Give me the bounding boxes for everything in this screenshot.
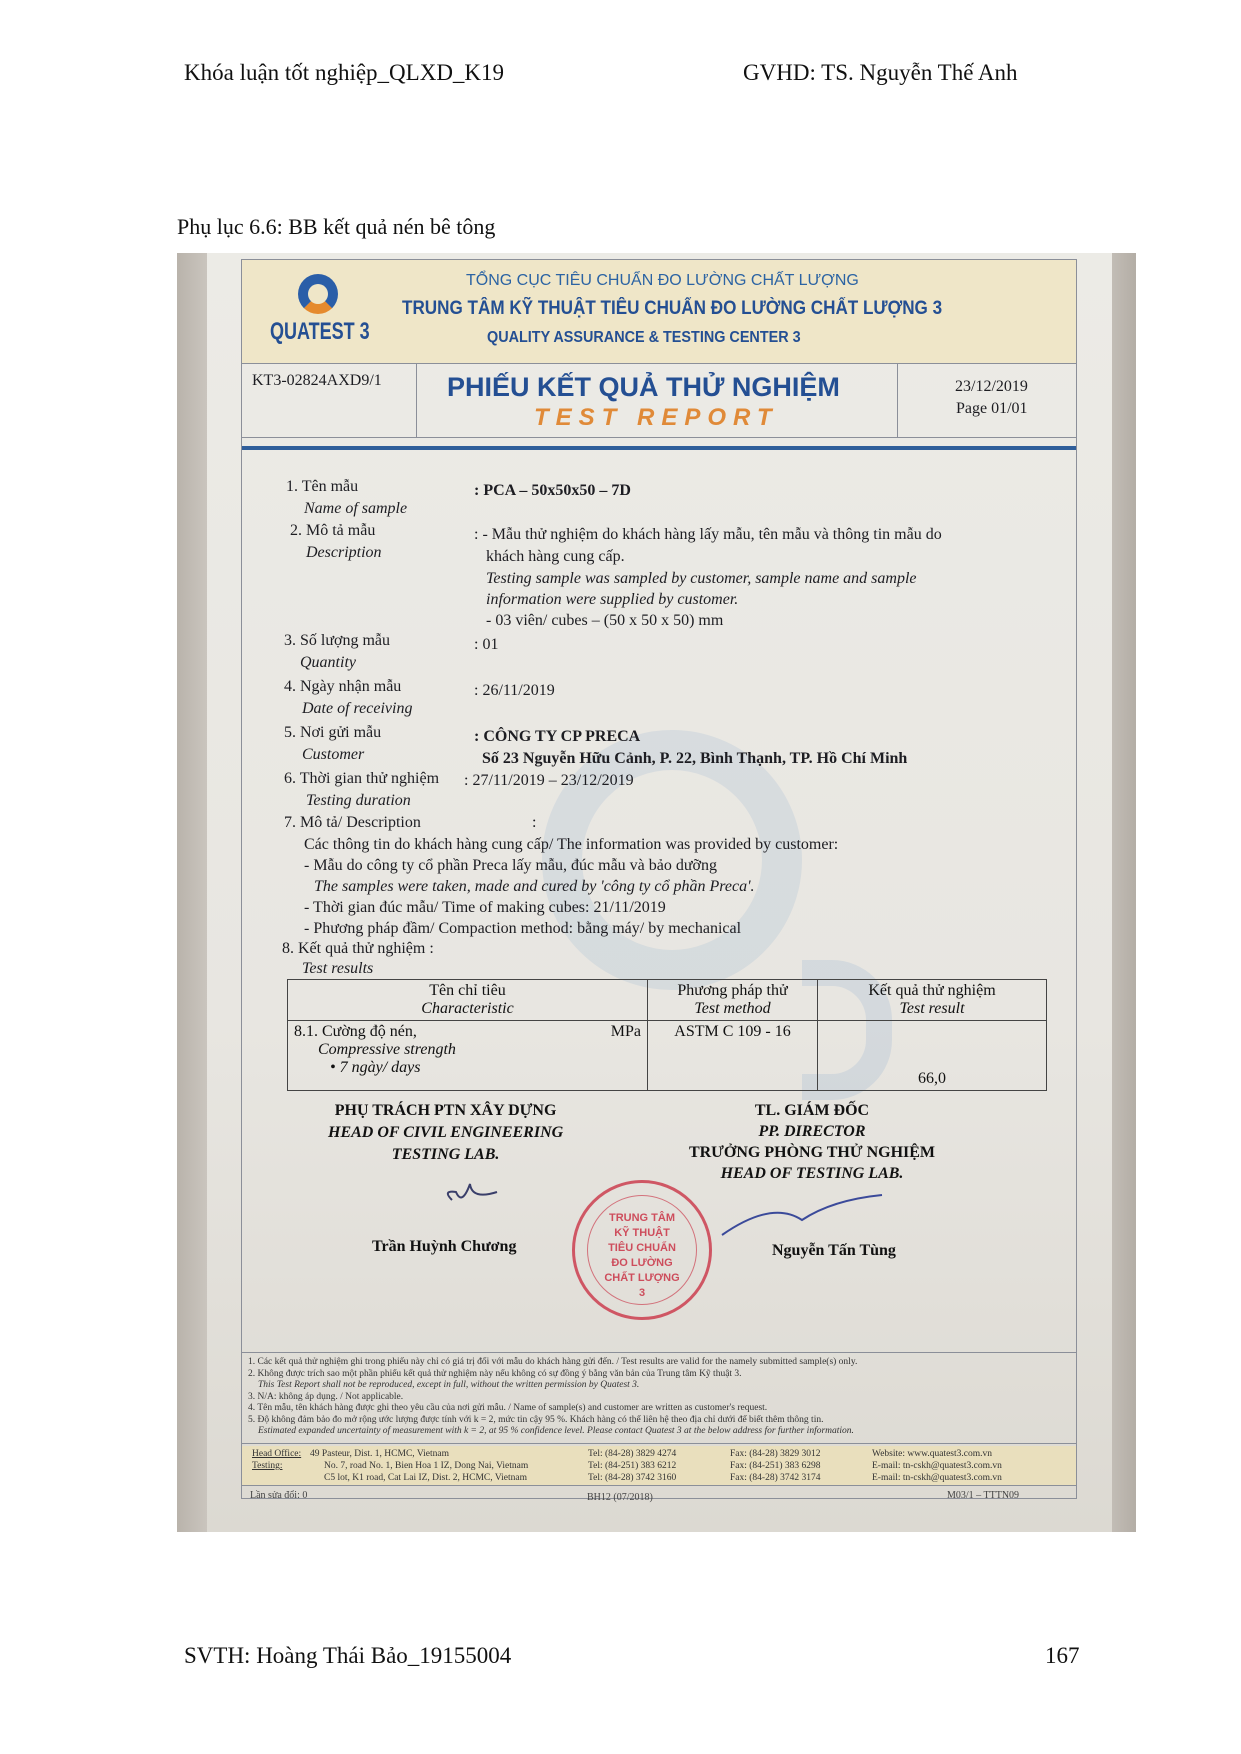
- header-thesis-title: Khóa luận tốt nghiệp_QLXD_K19: [184, 60, 505, 85]
- footer-student: SVTH: Hoàng Thái Bảo_19155004: [184, 1643, 512, 1668]
- address-label: Testing:: [252, 1461, 283, 1471]
- desc-line: The samples were taken, made and cured by 'công ty cổ phần Preca'.: [314, 878, 755, 895]
- description-value: information were supplied by customer.: [486, 591, 739, 608]
- test-report-photo: [177, 253, 1136, 1532]
- note: 5. Độ không đảm bảo đo mở rộng ước lượng được tính với k = 2, mức tin cậy 95 %. Khách hàng có thể liên hệ theo địa chỉ dưới để biết thêm thông tin.: [248, 1414, 824, 1425]
- field-label-en: Customer: [302, 746, 365, 763]
- email-link[interactable]: E-mail: tn-cskh@quatest3.com.vn: [872, 1473, 1002, 1483]
- address: 49 Pasteur, Dist. 1, HCMC, Vietnam: [310, 1449, 449, 1459]
- sign-title: TL. GIÁM ĐỐC: [754, 1102, 870, 1119]
- field-label: 5. Nơi gửi mẫu: [284, 724, 382, 741]
- signature-right: [712, 1190, 892, 1240]
- sign-title: TRƯỞNG PHÒNG THỬ NGHIỆM: [688, 1144, 936, 1161]
- description-value: : - Mẫu thử nghiệm do khách hàng lấy mẫu, tên mẫu và thông tin mẫu do: [474, 526, 942, 543]
- report-page: Page 01/01: [956, 400, 1028, 417]
- field-label: 1. Tên mẫu: [286, 478, 359, 495]
- doc-code: M03/1 – TTTN09: [947, 1490, 1020, 1501]
- col-header-en: Test result: [899, 1000, 965, 1017]
- divider: [242, 446, 1076, 450]
- quatest-logo-icon: [298, 274, 338, 314]
- table-row: [288, 1021, 1047, 1091]
- col-header-en: Characteristic: [421, 1000, 514, 1017]
- description-value: Testing sample was sampled by customer, sample name and sample: [486, 570, 917, 587]
- report-date: 23/12/2019: [955, 378, 1028, 395]
- fax: Fax: (84-28) 3829 3012: [730, 1449, 821, 1459]
- official-stamp: [572, 1180, 712, 1320]
- revision: Lần sửa đổi: 0: [250, 1490, 308, 1501]
- results-heading-en: Test results: [302, 960, 374, 977]
- title-row: [242, 364, 1076, 438]
- address: No. 7, road No. 1, Bien Hoa 1 IZ, Dong Nai, Vietnam: [324, 1461, 529, 1471]
- stamp-text: TRUNG TÂM KỸ THUẬT TIÊU CHUẨN ĐO LƯỜNG CHẤT LƯỢNG 3: [604, 1212, 680, 1299]
- results-table: [287, 979, 1047, 1091]
- age: 7 ngày/ days: [339, 1059, 421, 1076]
- result-value: 66,0: [818, 1021, 1047, 1091]
- quantity-value: : 01: [474, 636, 499, 653]
- field-label: 7. Mô tả/ Description: [284, 814, 421, 831]
- org-header-band: [242, 260, 1076, 364]
- report-number: KT3-02824AXD9/1: [252, 372, 382, 389]
- right-signatory: [662, 1100, 962, 1184]
- col-header: Phương pháp thử: [677, 982, 788, 999]
- header-advisor: GVHD: TS. Nguyễn Thế Anh: [743, 60, 1018, 85]
- tel: Tel: (84-28) 3742 3160: [588, 1473, 677, 1483]
- field-label-en: Quantity: [300, 654, 356, 671]
- website-link[interactable]: Website: www.quatest3.com.vn: [872, 1449, 992, 1459]
- field-label: 2. Mô tả mẫu: [290, 522, 376, 539]
- org-line3: QUALITY ASSURANCE & TESTING CENTER 3: [487, 329, 801, 346]
- duration-value: : 27/11/2019 – 23/12/2019: [464, 772, 634, 789]
- form-code: BH12 (07/2018): [587, 1492, 653, 1503]
- fax: Fax: (84-251) 383 6298: [730, 1461, 821, 1471]
- report-title-en: TEST REPORT: [534, 404, 779, 431]
- sign-title-en: PP. DIRECTOR: [758, 1123, 866, 1140]
- customer-address: Số 23 Nguyễn Hữu Cảnh, P. 22, Bình Thạnh, TP. Hồ Chí Minh: [482, 750, 908, 767]
- org-line1: TỔNG CỤC TIÊU CHUẨN ĐO LƯỜNG CHẤT LƯỢNG: [466, 272, 859, 289]
- description-value: - 03 viên/ cubes – (50 x 50 x 50) mm: [486, 612, 724, 629]
- description-value: khách hàng cung cấp.: [486, 548, 625, 565]
- address-band: [242, 1446, 1076, 1486]
- field-label-en: Date of receiving: [302, 700, 413, 717]
- field-label-en: Name of sample: [304, 500, 408, 517]
- characteristic-en: Compressive strength: [318, 1041, 456, 1058]
- signature-left: [442, 1170, 502, 1210]
- note: 3. N/A: không áp dụng. / Not applicable.: [248, 1391, 404, 1402]
- email-link[interactable]: E-mail: tn-cskh@quatest3.com.vn: [872, 1461, 1002, 1471]
- sign-title-en: HEAD OF TESTING LAB.: [720, 1165, 904, 1182]
- field-label: 6. Thời gian thử nghiệm: [284, 770, 440, 787]
- method: ASTM C 109 - 16: [648, 1021, 818, 1091]
- sample-name-value: : PCA – 50x50x50 – 7D: [474, 482, 631, 499]
- field-label: 3. Số lượng mẫu: [284, 632, 391, 649]
- sign-title: PHỤ TRÁCH PTN XÂY DỰNG: [334, 1102, 557, 1119]
- org-line2: TRUNG TÂM KỸ THUẬT TIÊU CHUẨN ĐO LƯỜNG CHẤT LƯỢNG 3: [402, 298, 943, 319]
- field-colon: :: [532, 814, 537, 831]
- note: 4. Tên mẫu, tên khách hàng được ghi theo yêu cầu của nơi gửi mẫu. / Name of sample(s) and customer are written as customer's request.: [248, 1403, 768, 1413]
- address-label: Head Office:: [252, 1449, 302, 1459]
- left-signatory-name: Trần Huỳnh Chương: [372, 1238, 517, 1255]
- col-header: Tên chỉ tiêu: [429, 982, 506, 999]
- address: C5 lot, K1 road, Cat Lai IZ, Dist. 2, HCMC, Vietnam: [324, 1473, 527, 1483]
- field-label: 4. Ngày nhận mẫu: [284, 678, 402, 695]
- tel: Tel: (84-28) 3829 4274: [588, 1449, 677, 1459]
- report-notes: [242, 1352, 1076, 1444]
- desc-line: Các thông tin do khách hàng cung cấp/ The information was provided by customer:: [304, 836, 839, 853]
- customer-value: : CÔNG TY CP PRECA: [474, 728, 641, 745]
- logo-text: QUATEST 3: [270, 318, 370, 345]
- table-header-row: [288, 980, 1047, 1021]
- receiving-date-value: : 26/11/2019: [474, 682, 555, 699]
- sign-title-en: HEAD OF CIVIL ENGINEERING: [328, 1124, 564, 1141]
- field-label-en: Description: [306, 544, 382, 561]
- appendix-caption: Phụ lục 6.6: BB kết quả nén bê tông: [177, 214, 496, 239]
- desc-line: - Mẫu do công ty cổ phần Preca lấy mẫu, đúc mẫu và bảo dưỡng: [304, 857, 718, 874]
- report-form: [241, 259, 1077, 1503]
- col-header: Kết quả thử nghiệm: [868, 982, 996, 999]
- characteristic: 8.1. Cường độ nén,: [294, 1023, 417, 1040]
- note: 2. Không được trích sao một phần phiếu kết quả thử nghiệm này nếu không có sự đồng ý bằng văn bản của Trung tâm Kỹ thuật 3.: [248, 1368, 742, 1379]
- report-title-vn: PHIẾU KẾT QUẢ THỬ NGHIỆM: [447, 372, 840, 402]
- note: Estimated expanded uncertainty of measurement with k = 2, at 95 % confidence level. Please contact Quatest 3 at the below address for further information.: [258, 1426, 854, 1436]
- unit: MPa: [610, 1023, 641, 1040]
- results-heading: 8. Kết quả thử nghiệm :: [282, 940, 434, 957]
- desc-line: - Thời gian đúc mẫu/ Time of making cubes: 21/11/2019: [304, 899, 666, 916]
- col-header-en: Test method: [694, 1000, 771, 1017]
- right-signatory-name: Nguyễn Tấn Tùng: [772, 1242, 896, 1259]
- sign-title-en: TESTING LAB.: [391, 1146, 500, 1163]
- note: This Test Report shall not be reproduced, except in full, without the written permission by Quatest 3.: [258, 1380, 640, 1390]
- field-label-en: Testing duration: [306, 792, 411, 809]
- left-signatory: [328, 1100, 563, 1166]
- tel: Tel: (84-251) 383 6212: [588, 1461, 677, 1471]
- desc-line: - Phương pháp đầm/ Compaction method: bằng máy/ by mechanical: [304, 920, 742, 937]
- report-paper: [207, 253, 1112, 1532]
- fax: Fax: (84-28) 3742 3174: [730, 1473, 821, 1483]
- page-number: 167: [1045, 1643, 1080, 1668]
- age-item: • 7 ngày/ days: [330, 1059, 421, 1076]
- note: 1. Các kết quả thử nghiệm ghi trong phiếu này chỉ có giá trị đối với mẫu do khách hàng gửi đến. / Test results are valid for the namely submitted sample(s) only.: [248, 1357, 858, 1367]
